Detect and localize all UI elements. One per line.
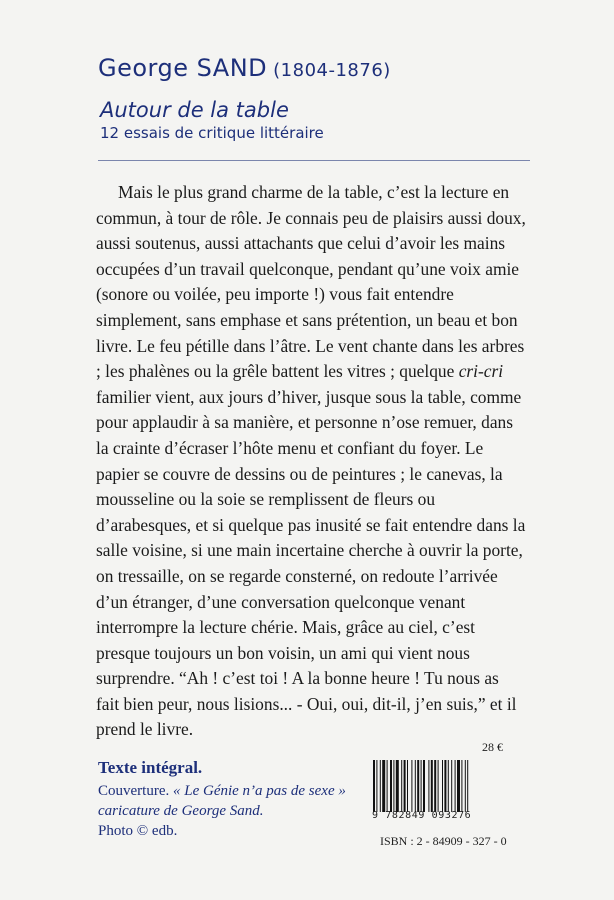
barcode-bar	[451, 760, 452, 812]
book-title: Autour de la table	[100, 98, 289, 122]
barcode-bar	[428, 760, 429, 812]
barcode-bar	[465, 760, 466, 812]
barcode-bar	[455, 760, 456, 812]
author-dates: (1804-1876)	[273, 60, 391, 81]
cover-header	[98, 54, 538, 142]
barcode-bar	[380, 760, 381, 812]
barcode-bar	[417, 760, 419, 812]
barcode-bar	[438, 760, 439, 812]
price-label: 28 €	[482, 740, 503, 754]
excerpt-part-1: Mais le plus grand charme de la table, c’est la lecture en commun, à tour de rôle. Je connais peu de plaisirs aussi doux, aussi soutenus, aussi attachants que celui d’avoir les mains occupées d’un travail quelconque, pendant qu’une voix amie (sonore ou voilée, peu importe !) vous fait entendre simplement, sans emphase et sans prétention, un beau et bon livre. Le feu pétille dans l’âtre. Le vent chante dans les arbres ; les phalènes ou la grêle battent les vitres ; quelque	[96, 182, 526, 382]
barcode-bar	[448, 760, 449, 812]
barcode-bar	[393, 760, 394, 812]
barcode-bar	[390, 760, 392, 812]
barcode-bar	[373, 760, 375, 812]
barcode-bar	[434, 760, 436, 812]
barcode-bar	[396, 760, 399, 812]
author-line	[98, 54, 538, 82]
barcode-bar	[376, 760, 377, 812]
isbn-label: ISBN : 2 - 84909 - 327 - 0	[380, 834, 507, 848]
barcode-bar	[387, 760, 388, 812]
cover-credit	[98, 781, 378, 821]
cover-label: Couverture.	[98, 783, 170, 799]
barcode-bar	[444, 760, 446, 812]
excerpt-paragraph	[96, 180, 526, 743]
barcode-bar	[415, 760, 416, 812]
barcode-bar	[442, 760, 443, 812]
barcode-bar	[382, 760, 385, 812]
barcode-bar	[411, 760, 412, 812]
barcode-bar	[431, 760, 433, 812]
barcode-bar	[467, 760, 468, 812]
cover-caption: « Le Génie n’a pas de sexe » caricature de George Sand.	[98, 783, 346, 819]
header-divider	[98, 160, 530, 161]
barcode-bar	[461, 760, 462, 812]
barcode-bar	[457, 760, 460, 812]
credits-heading: Texte intégral.	[98, 758, 203, 777]
barcode-bar	[421, 760, 422, 812]
book-subtitle: 12 essais de critique littéraire	[100, 124, 324, 142]
barcode-bar	[404, 760, 406, 812]
excerpt-italic: cri-cri	[458, 361, 504, 382]
credits-block	[98, 758, 378, 841]
barcode	[372, 760, 504, 812]
barcode-bar	[423, 760, 425, 812]
barcode-bar	[401, 760, 402, 812]
barcode-bar	[407, 760, 408, 812]
excerpt-part-2: familier vient, aux jours d’hiver, jusque sous la table, comme pour applaudir à sa manière, et personne n’ose remuer, dans la crainte d’écraser l’hôte menu et confiant du foyer. Le papier se couvre de dessins ou de peintures ; le canevas, la mousseline ou la soie se remplissent de fleurs ou d’arabesques, et si quelque pas inusité se fait entendre dans la salle voisine, si une main incertaine cherche à ouvrir la porte, on tressaille, on se regarde consterné, on redoute l’arrivée d’un étranger, d’une conversation quelconque venant interrompre la lecture chérie. Mais, grâce au ciel, c’est presque toujours un bon voisin, un ami qui vient nous surprendre. “Ah ! c’est toi ! A la bonne heure ! Tu nous as fait bien peur, nous lisions... - Oui, oui, dit-il, j’en suis,” et il prend le livre.	[96, 386, 526, 740]
author-name: George SAND	[98, 54, 268, 82]
barcode-digits: 9 782849 093276	[372, 810, 472, 821]
photo-credit: Photo © edb.	[98, 823, 178, 839]
